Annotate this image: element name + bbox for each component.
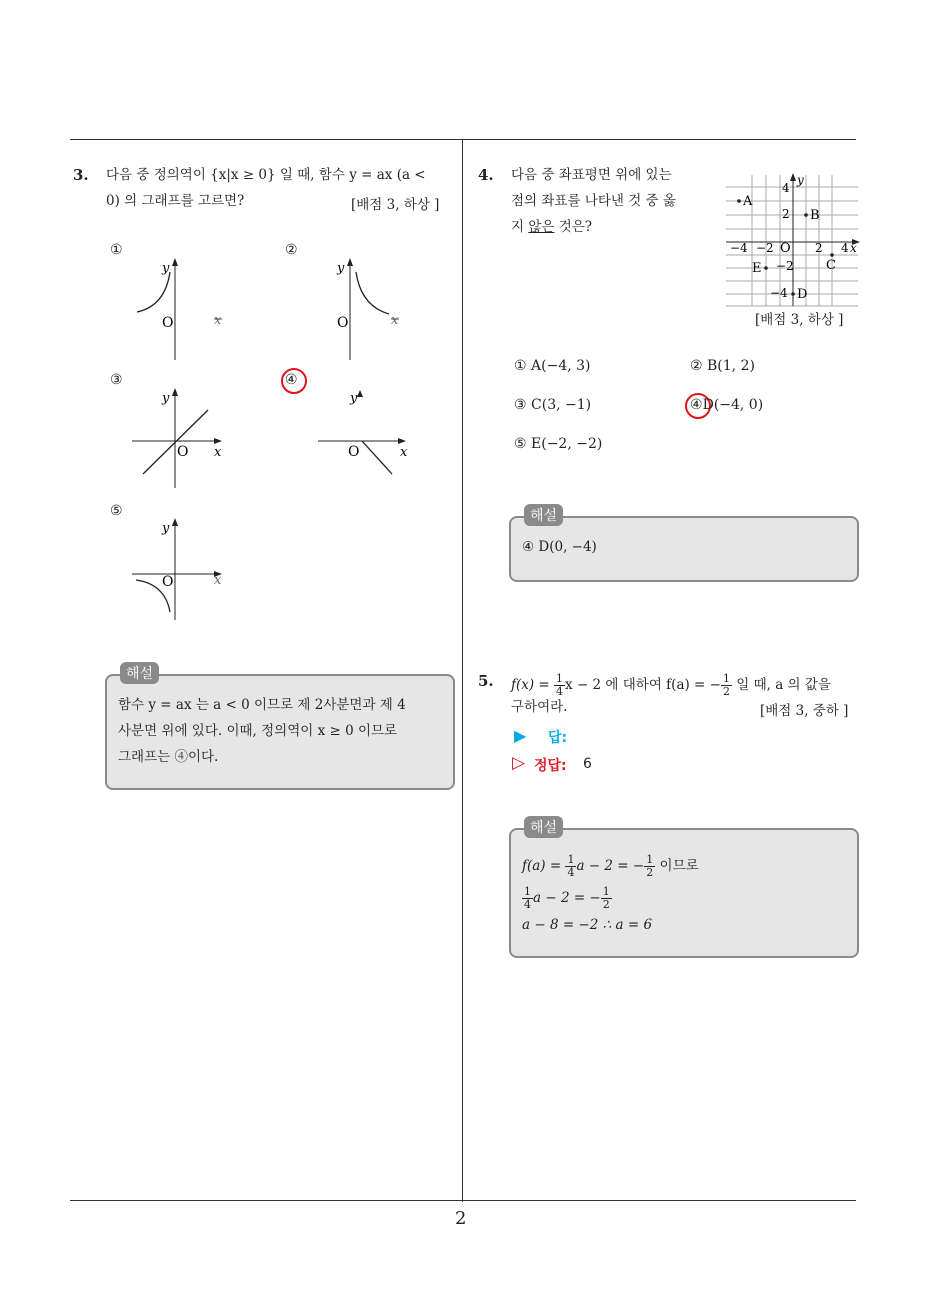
q3-g4-y-label: y [350, 391, 358, 406]
q3-g3-x-label: x [214, 445, 222, 460]
q5-explanation-line2: $\frac{1}{4}$ a − 2 = − $\frac{1}{2}$ [524, 885, 610, 911]
q4-explanation-tag: 해설 [524, 504, 563, 526]
q3-g1-x-label: x [214, 313, 222, 328]
q3-choice-3-marker[interactable]: ③ [110, 372, 123, 388]
q3-g1-y-label: y [162, 261, 170, 276]
q5-frac-1-2: $\frac{1}{2}$ [722, 672, 730, 698]
q4-point-A-label: A [743, 194, 753, 209]
q4-choice-1[interactable]: ① A(−4, 3) [514, 358, 591, 374]
q4-choice-3[interactable]: ③ C(3, −1) [514, 397, 592, 413]
q4-plane-tick-ym2: −2 [776, 259, 794, 273]
q3-g4-origin: O [348, 444, 360, 460]
q4-point-B [804, 213, 808, 217]
q4-plane-x-label: x [850, 241, 857, 255]
q3-g5-x-label: x [214, 573, 222, 588]
q3-g2-x-label: x [391, 313, 399, 328]
q3-g4-x-label: x [400, 445, 408, 460]
correct-label: 정답: [534, 758, 567, 774]
q4-plane-tick-xm2: −2 [756, 241, 774, 255]
question-4-text-line1: 다음 중 좌표평면 위에 있는 [511, 167, 672, 183]
q3-explanation-line3: 그래프는 ④이다. [118, 749, 219, 765]
q3-choice-4-marker[interactable]: ④ [285, 372, 298, 388]
q4-point-A [737, 199, 741, 203]
q3-choice-5-marker[interactable]: ⑤ [110, 503, 123, 519]
q3-g2-origin: O [337, 315, 349, 331]
answer-label: 답: [548, 730, 568, 746]
q4-plane-tick-xm4: −4 [730, 241, 748, 255]
q3-g3-origin: O [177, 444, 189, 460]
q4-plane-y-label: y [797, 173, 804, 187]
q5-explanation-tag: 해설 [524, 816, 563, 838]
q3-g5-y-label: y [162, 521, 170, 536]
q4-point-C-label: C [826, 258, 836, 273]
q4-plane-tick-ym4: −4 [770, 286, 788, 300]
q4-point-D [791, 292, 795, 296]
q4-explanation-line1: ④ D(0, −4) [522, 539, 597, 555]
question-5-text-line2: 구하여라. [511, 699, 568, 715]
q4-choice-4[interactable]: ④D(−4, 0) [690, 397, 764, 413]
page-number: 2 [455, 1208, 467, 1229]
question-3-text-line1: 다음 중 정의역이 {x|x ≥ 0} 일 때, 함수 y = ax (a < [106, 167, 426, 183]
question-4-text-line2: 점의 좌표를 나타낸 것 중 옳 [511, 193, 676, 209]
q3-g5-origin: O [162, 574, 174, 590]
q4-plane-tick-y4: 4 [782, 181, 790, 195]
q5-frac-1-4: $\frac{1}{4}$ [556, 672, 564, 698]
question-5-number: 5. [478, 672, 494, 690]
q4-point-E-label: E [752, 261, 762, 276]
q4-plane-tick-x4: 4 [841, 241, 849, 255]
q3-choice-1-marker[interactable]: ① [110, 242, 123, 258]
q5-explanation-line3: a − 8 = −2 ∴ a = 6 [522, 917, 653, 933]
q4-plane-tick-y2: 2 [782, 207, 790, 221]
question-3-text-line2: 0) 의 그래프를 고르면? [106, 193, 245, 209]
question-5-text-line1: f(x) = $\frac{1}{4}$ x − 2 에 대하여 f(a) = − $\frac{1}{2}$ 일 때, a 의 값을 [511, 672, 831, 698]
q4-point-E [764, 266, 768, 270]
q4-point-C [830, 253, 834, 257]
q4-plane-tick-x2: 2 [815, 241, 823, 255]
q4-choice-5[interactable]: ⑤ E(−2, −2) [514, 436, 603, 452]
q3-explanation-line1: 함수 y = ax 는 a < 0 이므로 제 2사분면과 제 4 [118, 697, 406, 713]
question-5-points: [배점 3, 중하 ] [760, 703, 849, 719]
q3-g3-y-label: y [162, 391, 170, 406]
q5-explanation-line1: f(a) = $\frac{1}{4}$ a − 2 = − $\frac{1}{2}$ 이므로 [522, 853, 699, 879]
q3-explanation-line2: 사분면 위에 있다. 이때, 정의역이 x ≥ 0 이므로 [118, 723, 398, 739]
correct-arrow-icon: ▷ [512, 753, 526, 773]
q4-point-B-label: B [810, 208, 820, 223]
q3-g2-y-label: y [337, 261, 345, 276]
q3-g1-origin: O [162, 315, 174, 331]
q3-explanation-tag: 해설 [120, 662, 159, 684]
question-4-points: [배점 3, 하상 ] [755, 312, 844, 328]
q4-choice-2[interactable]: ② B(1, 2) [690, 358, 755, 374]
question-3-points: [배점 3, 하상 ] [351, 197, 440, 213]
q4-point-D-label: D [797, 287, 808, 302]
answer-arrow-icon: ▶ [514, 726, 527, 745]
q4-plane-origin: O [780, 241, 791, 256]
question-4-number: 4. [478, 166, 494, 184]
question-4-text-line3: 지 않은 것은? [511, 219, 593, 235]
question-3-number: 3. [73, 166, 89, 184]
q3-choice-2-marker[interactable]: ② [285, 242, 298, 258]
correct-value: 6 [583, 756, 592, 772]
